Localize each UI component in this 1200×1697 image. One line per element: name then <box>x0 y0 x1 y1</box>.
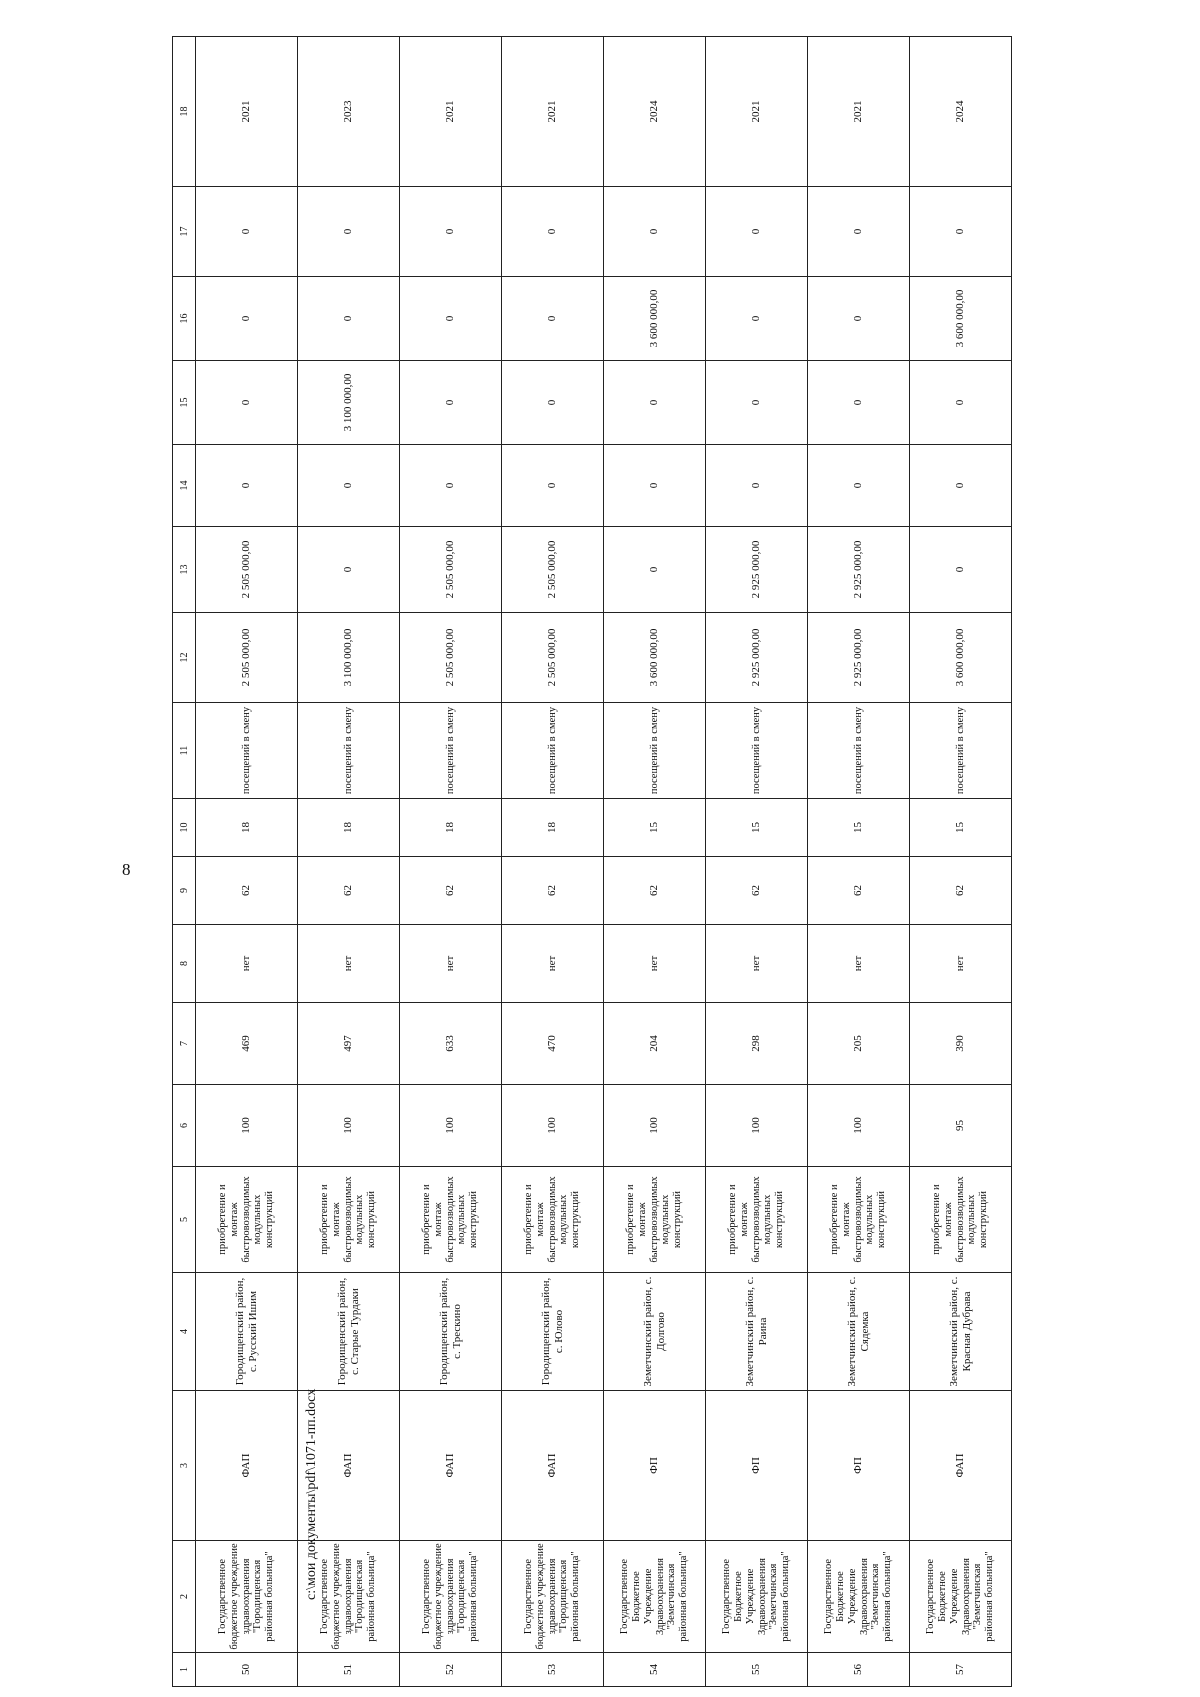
amount-total-cell: 2 925 000,00 <box>706 613 808 703</box>
column-6-cell: 95 <box>910 1085 1012 1167</box>
column-number: 13 <box>173 527 196 613</box>
column-7-cell: 298 <box>706 1003 808 1085</box>
year-cell: 2024 <box>910 37 1012 187</box>
column-number: 2 <box>173 1541 196 1653</box>
organization-cell: Государственное бюджетное учреждение здравоохранения "Городищенская районная больница" <box>400 1541 502 1653</box>
amount-column-14-cell: 0 <box>400 445 502 527</box>
year-cell: 2021 <box>502 37 604 187</box>
column-10-cell: 15 <box>604 799 706 857</box>
column-10-cell: 18 <box>298 799 400 857</box>
amount-column-13-cell: 2 505 000,00 <box>400 527 502 613</box>
column-6-cell: 100 <box>808 1085 910 1167</box>
unit-cell: посещений в смену <box>910 703 1012 799</box>
unit-cell: посещений в смену <box>400 703 502 799</box>
location-cell: Земетчинский район, с. Раина <box>706 1273 808 1391</box>
amount-column-14-cell: 0 <box>808 445 910 527</box>
column-number: 3 <box>173 1391 196 1541</box>
amount-column-15-cell: 0 <box>196 361 298 445</box>
facility-type-cell: ФП <box>604 1391 706 1541</box>
year-cell: 2024 <box>604 37 706 187</box>
column-8-cell: нет <box>706 925 808 1003</box>
location-cell: Земетчинский район, с. Красная Дубрава <box>910 1273 1012 1391</box>
amount-total-cell: 2 505 000,00 <box>196 613 298 703</box>
amount-column-16-cell: 0 <box>706 277 808 361</box>
table-row <box>910 37 1012 1687</box>
column-6-cell: 100 <box>196 1085 298 1167</box>
column-7-cell: 470 <box>502 1003 604 1085</box>
year-cell: 2021 <box>196 37 298 187</box>
facility-type-cell: ФП <box>706 1391 808 1541</box>
row-number: 54 <box>604 1653 706 1687</box>
column-number: 18 <box>173 37 196 187</box>
unit-cell: посещений в смену <box>196 703 298 799</box>
organization-cell: Государственное Бюджетное Учреждение Здравоохранения "Земетчинская районная больница" <box>910 1541 1012 1653</box>
amount-column-17-cell: 0 <box>808 187 910 277</box>
amount-column-13-cell: 2 925 000,00 <box>808 527 910 613</box>
amount-column-13-cell: 0 <box>298 527 400 613</box>
column-8-cell: нет <box>196 925 298 1003</box>
column-number: 9 <box>173 857 196 925</box>
work-description-cell: приобретение и монтаж быстровозводимых модульных конструкций <box>400 1167 502 1273</box>
column-number: 8 <box>173 925 196 1003</box>
column-8-cell: нет <box>910 925 1012 1003</box>
facility-type-cell: ФАП <box>400 1391 502 1541</box>
column-9-cell: 62 <box>298 857 400 925</box>
table-row <box>502 37 604 1687</box>
column-number-row <box>173 37 196 1687</box>
amount-total-cell: 2 925 000,00 <box>808 613 910 703</box>
location-cell: Городищенский район, с. Юлово <box>502 1273 604 1391</box>
amount-column-16-cell: 3 600 000,00 <box>604 277 706 361</box>
amount-column-16-cell: 0 <box>298 277 400 361</box>
column-10-cell: 18 <box>196 799 298 857</box>
unit-cell: посещений в смену <box>604 703 706 799</box>
row-number: 53 <box>502 1653 604 1687</box>
column-7-cell: 633 <box>400 1003 502 1085</box>
column-9-cell: 62 <box>910 857 1012 925</box>
column-8-cell: нет <box>400 925 502 1003</box>
organization-cell: Государственное бюджетное учреждение здравоохранения "Городищенская районная больница" <box>298 1541 400 1653</box>
year-cell: 2021 <box>706 37 808 187</box>
facility-type-cell: ФАП <box>298 1391 400 1541</box>
amount-column-17-cell: 0 <box>910 187 1012 277</box>
column-number: 14 <box>173 445 196 527</box>
column-7-cell: 390 <box>910 1003 1012 1085</box>
amount-column-15-cell: 0 <box>502 361 604 445</box>
column-number: 12 <box>173 613 196 703</box>
amount-column-17-cell: 0 <box>502 187 604 277</box>
column-number: 10 <box>173 799 196 857</box>
column-10-cell: 18 <box>400 799 502 857</box>
column-10-cell: 15 <box>706 799 808 857</box>
column-7-cell: 205 <box>808 1003 910 1085</box>
facility-type-cell: ФАП <box>196 1391 298 1541</box>
amount-column-17-cell: 0 <box>196 187 298 277</box>
column-9-cell: 62 <box>196 857 298 925</box>
table-row <box>604 37 706 1687</box>
amount-column-13-cell: 0 <box>910 527 1012 613</box>
column-10-cell: 15 <box>910 799 1012 857</box>
column-7-cell: 469 <box>196 1003 298 1085</box>
amount-column-17-cell: 0 <box>706 187 808 277</box>
unit-cell: посещений в смену <box>808 703 910 799</box>
amount-column-16-cell: 0 <box>502 277 604 361</box>
amount-column-13-cell: 2 505 000,00 <box>502 527 604 613</box>
amount-column-14-cell: 0 <box>604 445 706 527</box>
work-description-cell: приобретение и монтаж быстровозводимых модульных конструкций <box>706 1167 808 1273</box>
column-6-cell: 100 <box>502 1085 604 1167</box>
facility-type-cell: ФАП <box>910 1391 1012 1541</box>
year-cell: 2021 <box>400 37 502 187</box>
page-number: 8 <box>122 860 131 879</box>
amount-total-cell: 2 505 000,00 <box>400 613 502 703</box>
column-number: 15 <box>173 361 196 445</box>
amount-column-16-cell: 3 600 000,00 <box>910 277 1012 361</box>
amount-column-16-cell: 0 <box>808 277 910 361</box>
column-8-cell: нет <box>808 925 910 1003</box>
location-cell: Городищенский район, с. Старые Турдаки <box>298 1273 400 1391</box>
column-6-cell: 100 <box>706 1085 808 1167</box>
row-number: 52 <box>400 1653 502 1687</box>
column-6-cell: 100 <box>604 1085 706 1167</box>
row-number: 50 <box>196 1653 298 1687</box>
organization-cell: Государственное бюджетное учреждение здравоохранения "Городищенская районная больница" <box>196 1541 298 1653</box>
column-8-cell: нет <box>502 925 604 1003</box>
column-number: 6 <box>173 1085 196 1167</box>
amount-column-14-cell: 0 <box>502 445 604 527</box>
amount-column-15-cell: 0 <box>910 361 1012 445</box>
location-cell: Городищенский район, с. Трескино <box>400 1273 502 1391</box>
amount-column-17-cell: 0 <box>604 187 706 277</box>
amount-column-15-cell: 0 <box>400 361 502 445</box>
column-9-cell: 62 <box>604 857 706 925</box>
column-8-cell: нет <box>604 925 706 1003</box>
location-cell: Земетчинский район, с. Долгово <box>604 1273 706 1391</box>
column-9-cell: 62 <box>706 857 808 925</box>
column-6-cell: 100 <box>298 1085 400 1167</box>
amount-total-cell: 2 505 000,00 <box>502 613 604 703</box>
amount-column-15-cell: 3 100 000,00 <box>298 361 400 445</box>
organization-cell: Государственное Бюджетное Учреждение Здравоохранения "Земетчинская районная больница" <box>808 1541 910 1653</box>
footer-file-path: c:\мои документы\pdf\1071-пп.docx <box>304 1388 319 1600</box>
column-10-cell: 18 <box>502 799 604 857</box>
amount-total-cell: 3 100 000,00 <box>298 613 400 703</box>
column-number: 7 <box>173 1003 196 1085</box>
facility-type-cell: ФП <box>808 1391 910 1541</box>
organization-cell: Государственное Бюджетное Учреждение Здравоохранения "Земетчинская районная больница" <box>604 1541 706 1653</box>
work-description-cell: приобретение и монтаж быстровозводимых модульных конструкций <box>502 1167 604 1273</box>
column-8-cell: нет <box>298 925 400 1003</box>
organization-cell: Государственное бюджетное учреждение здравоохранения "Городищенская районная больница" <box>502 1541 604 1653</box>
row-number: 55 <box>706 1653 808 1687</box>
column-9-cell: 62 <box>502 857 604 925</box>
year-cell: 2023 <box>298 37 400 187</box>
column-number: 1 <box>173 1653 196 1687</box>
location-cell: Городищенский район, с. Русский Ишим <box>196 1273 298 1391</box>
amount-column-14-cell: 0 <box>298 445 400 527</box>
row-number: 51 <box>298 1653 400 1687</box>
table-row <box>706 37 808 1687</box>
row-number: 56 <box>808 1653 910 1687</box>
table-row <box>196 37 298 1687</box>
column-9-cell: 62 <box>808 857 910 925</box>
amount-column-15-cell: 0 <box>604 361 706 445</box>
amount-column-13-cell: 2 925 000,00 <box>706 527 808 613</box>
amount-column-15-cell: 0 <box>808 361 910 445</box>
unit-cell: посещений в смену <box>502 703 604 799</box>
amount-total-cell: 3 600 000,00 <box>604 613 706 703</box>
unit-cell: посещений в смену <box>298 703 400 799</box>
amount-column-14-cell: 0 <box>910 445 1012 527</box>
work-description-cell: приобретение и монтаж быстровозводимых модульных конструкций <box>298 1167 400 1273</box>
column-9-cell: 62 <box>400 857 502 925</box>
facility-type-cell: ФАП <box>502 1391 604 1541</box>
amount-column-17-cell: 0 <box>400 187 502 277</box>
amount-column-13-cell: 0 <box>604 527 706 613</box>
amount-column-17-cell: 0 <box>298 187 400 277</box>
column-number: 4 <box>173 1273 196 1391</box>
facilities-table <box>172 36 1012 1687</box>
organization-cell: Государственное Бюджетное Учреждение Здравоохранения "Земетчинская районная больница" <box>706 1541 808 1653</box>
work-description-cell: приобретение и монтаж быстровозводимых модульных конструкций <box>808 1167 910 1273</box>
amount-total-cell: 3 600 000,00 <box>910 613 1012 703</box>
amount-column-15-cell: 0 <box>706 361 808 445</box>
year-cell: 2021 <box>808 37 910 187</box>
work-description-cell: приобретение и монтаж быстровозводимых модульных конструкций <box>910 1167 1012 1273</box>
amount-column-16-cell: 0 <box>196 277 298 361</box>
table-row <box>808 37 910 1687</box>
rotated-table-wrapper <box>172 100 995 1687</box>
column-number: 11 <box>173 703 196 799</box>
location-cell: Земетчинский район, с. Сядемка <box>808 1273 910 1391</box>
column-7-cell: 497 <box>298 1003 400 1085</box>
amount-column-13-cell: 2 505 000,00 <box>196 527 298 613</box>
column-number: 17 <box>173 187 196 277</box>
unit-cell: посещений в смену <box>706 703 808 799</box>
amount-column-14-cell: 0 <box>196 445 298 527</box>
column-number: 5 <box>173 1167 196 1273</box>
amount-column-16-cell: 0 <box>400 277 502 361</box>
column-number: 16 <box>173 277 196 361</box>
column-6-cell: 100 <box>400 1085 502 1167</box>
work-description-cell: приобретение и монтаж быстровозводимых модульных конструкций <box>604 1167 706 1273</box>
row-number: 57 <box>910 1653 1012 1687</box>
column-7-cell: 204 <box>604 1003 706 1085</box>
amount-column-14-cell: 0 <box>706 445 808 527</box>
column-10-cell: 15 <box>808 799 910 857</box>
work-description-cell: приобретение и монтаж быстровозводимых модульных конструкций <box>196 1167 298 1273</box>
table-row <box>400 37 502 1687</box>
